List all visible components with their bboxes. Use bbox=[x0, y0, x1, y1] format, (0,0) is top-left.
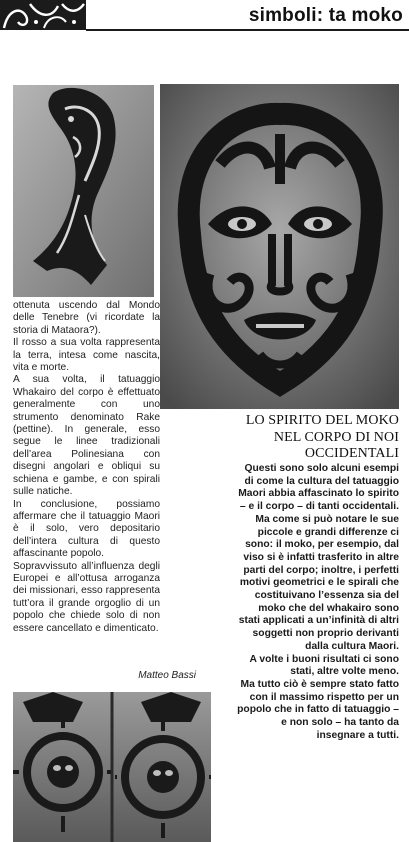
sun-motif-tattoo-photo bbox=[13, 692, 211, 842]
left-paragraph-1: ottenuta uscendo dal Mondo delle Tenebre (vi ricordate la storia di Mataora?). bbox=[13, 300, 160, 336]
page-header bbox=[0, 0, 409, 34]
title-line-3: OCCIDENTALI bbox=[304, 446, 399, 461]
title-line-1: LO SPIRITO DEL MOKO bbox=[245, 413, 399, 428]
article-left-column bbox=[13, 300, 160, 635]
tribal-header-pattern bbox=[0, 0, 86, 30]
left-paragraph-3: A sua volta, il tatuaggio Whakairo del corpo è effettuato generalmente con uno strumento denominato Rake (pettine). In generale, esso segue le linee tradizionali dell’area Polinesiana con disegni angolari e obliqui su schiena e gambe, e con spirali sulle natiche. bbox=[13, 374, 160, 498]
title-line-2: NEL CORPO DI NOI bbox=[273, 429, 399, 445]
right-paragraph-2: A volte i buoni risultati ci sono stati, altre volte meno. bbox=[249, 653, 399, 678]
section-title: simboli: ta moko bbox=[248, 5, 403, 26]
header-rule bbox=[86, 29, 409, 31]
shark-tattoo-photo bbox=[13, 85, 154, 297]
article-right-column bbox=[236, 463, 399, 742]
left-paragraph-2: Il rosso a sua volta rappresenta la terra, intesa come nascita, vita e morte. bbox=[13, 337, 160, 374]
right-paragraph-3: Ma tutto ciò è sempre stato fatto con il massimo rispetto per un popolo che in fatto di tatuaggio – e non solo – ha tanto da insegnare a tutti. bbox=[237, 678, 399, 741]
author-signature: Matteo Bassi bbox=[138, 670, 196, 681]
moko-face-photo bbox=[160, 84, 399, 409]
left-paragraph-5: Sopravvissuto all’influenza degli Europei e all’ottusa arroganza dei missionari, esso rappresenta tutt’ora il grande orgoglio di un popolo che chiede solo di non essere cancellato e dimenticato. bbox=[13, 560, 160, 634]
right-paragraph-1: Questi sono solo alcuni esempi di come la cultura del tatuaggio Maori abbia affascinato lo spirito – e il corpo – di tanti occidentali. Ma come si può notare le sue piccole e grandi differenze ci sono: il moko, per esempio, dal viso si è infatti trasferito in altre parti del corpo; inoltre, i perfetti motivi geometrici e le spirali che costituivano l’essenza sia del moko che del whakairo sono stati applicati a un’infinità di altri soggetti non proprio derivanti dalla cultura Maori. bbox=[238, 463, 399, 652]
left-paragraph-4: In conclusione, possiamo affermare che il tatuaggio Maori è il solo, vero depositario dell’intera cultura di questo affascinante popolo. bbox=[13, 498, 160, 560]
subsection-title bbox=[236, 413, 399, 463]
